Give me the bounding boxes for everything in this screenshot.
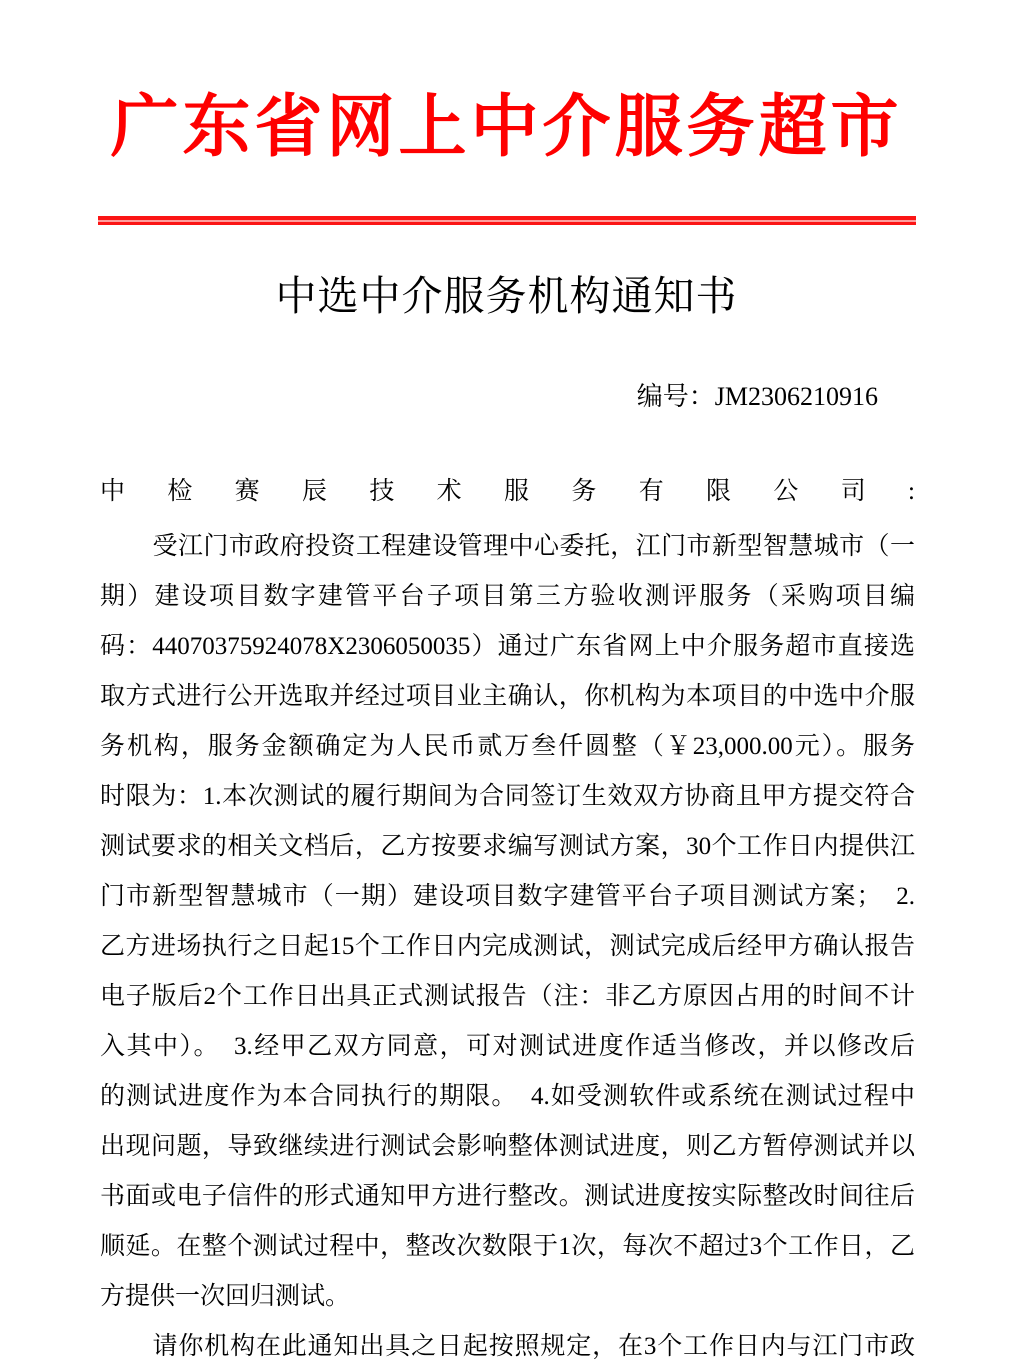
body-line: 请你机构在此通知出具之日起按照规定，在3个工作日内与江门市政 [152, 1333, 915, 1360]
paragraph-1 [100, 522, 915, 1322]
document-number-label: 编号： [636, 382, 715, 411]
body-line: 乙方进场执行之日起15个工作日内完成测试，测试完成后经甲方确认报告 [100, 933, 915, 960]
body-line: 入其中）。 3.经甲乙双方同意，可对测试进度作适当修改，并以修改后 [100, 1033, 915, 1060]
body-line: 取方式进行公开选取并经过项目业主确认，你机构为本项目的中选中介服 [100, 683, 915, 710]
body-line: 方提供一次回归测试。 [100, 1283, 351, 1310]
body-line: 受江门市政府投资工程建设管理中心委托，江门市新型智慧城市（一 [152, 533, 915, 560]
body-line: 电子版后2个工作日出具正式测试报告（注：非乙方原因占用的时间不计 [100, 983, 915, 1010]
letterhead-title: 广东省网上中介服务超市 [110, 89, 903, 165]
document-body [100, 467, 915, 1371]
paragraph-2 [100, 1322, 915, 1371]
body-line: 务机构，服务金额确定为人民币贰万叁仟圆整（￥23,000.00元）。服务 [100, 733, 915, 760]
body-line: 的测试进度作为本合同执行的期限。 4.如受测软件或系统在测试过程中 [100, 1083, 915, 1110]
document-title: 中选中介服务机构通知书 [275, 273, 738, 319]
body-line: 书面或电子信件的形式通知甲方进行整改。测试进度按实际整改时间往后 [100, 1183, 915, 1210]
body-line: 顺延。在整个测试过程中，整改次数限于1次，每次不超过3个工作日，乙 [100, 1233, 915, 1260]
document-number-value: JM2306210916 [714, 382, 878, 411]
body-line: 码：44070375924078X2306050035）通过广东省网上中介服务超市直接选 [100, 633, 915, 660]
body-line: 出现问题，导致继续进行测试会影响整体测试进度，则乙方暂停测试并以 [100, 1133, 915, 1160]
salutation-line: 中检赛辰技术服务有限公司: [100, 478, 915, 505]
document-number [0, 382, 1013, 412]
letterhead-rule [98, 216, 916, 225]
body-line: 时限为：1.本次测试的履行期间为合同签订生效双方协商且甲方提交符合 [100, 783, 915, 810]
body-line: 期）建设项目数字建管平台子项目第三方验收测评服务（采购项目编 [100, 583, 915, 610]
body-line: 测试要求的相关文档后，乙方按要求编写测试方案，30个工作日内提供江 [100, 833, 915, 860]
body-line: 门市新型智慧城市（一期）建设项目数字建管平台子项目测试方案； 2. [100, 883, 915, 910]
